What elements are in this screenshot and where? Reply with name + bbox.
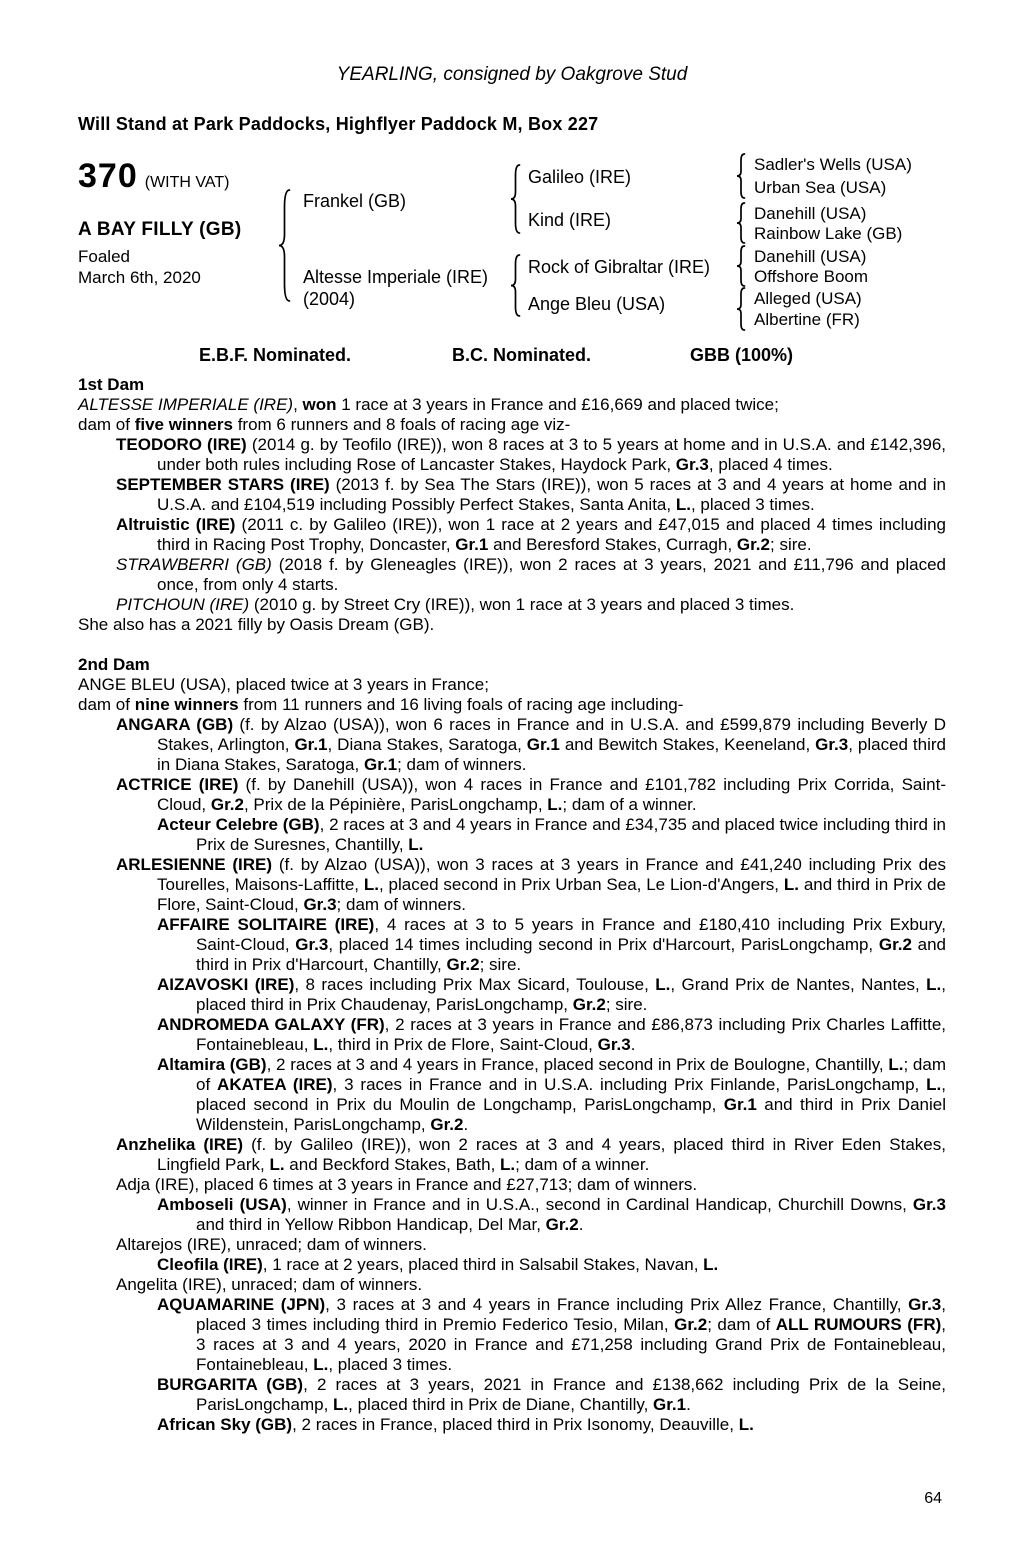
pedigree-paragraph: dam of nine winners from 11 runners and 16 living foals of racing age including- — [78, 695, 684, 714]
pedigree-paragraph: ANGE BLEU (USA), placed twice at 3 years in France; — [78, 675, 489, 694]
gbb-badge: GBB (100%) — [690, 345, 794, 365]
dam-name: Altesse Imperiale (IRE) — [303, 267, 489, 287]
pedigree-paragraph: ALTESSE IMPERIALE (IRE), won 1 race at 3 years in France and £16,669 and placed twice; — [78, 395, 779, 414]
pedigree-paragraph: ARLESIENNE (IRE) (f. by Alzao (USA)), won 3 races at 3 years in France and £41,240 including Prix des Tourelles, Maisons-Laffitte, L., placed second in Prix Urban Sea, Le Lion-d'Angers, L. and third in Prix de Flore, Saint-Cloud, Gr.3; dam of winners. — [116, 855, 946, 914]
pedigree-paragraph: AFFAIRE SOLITAIRE (IRE), 4 races at 3 to 5 years in France and £180,410 including Prix Exbury, Saint-Cloud, Gr.3, placed 14 times including second in Prix d'Harcourt, ParisLongchamp, Gr.2 and third in Prix d'Harcourt, Chantilly, Gr.2; sire. — [157, 915, 946, 974]
lot-number: 370 — [78, 157, 138, 195]
vat-note: (WITH VAT) — [144, 174, 230, 191]
section-heading: 2nd Dam — [78, 655, 150, 674]
pedigree-paragraph: SEPTEMBER STARS (IRE) (2013 f. by Sea The Stars (IRE)), won 5 races at 3 and 4 years at home and in U.S.A. and £104,519 including Possibly Perfect Stakes, Santa Anita, L., placed 3 times. — [116, 475, 946, 514]
pedigree-paragraph: She also has a 2021 filly by Oasis Dream (GB). — [78, 615, 435, 634]
pedigree-paragraph: PITCHOUN (IRE) (2010 g. by Street Cry (IRE)), won 1 race at 3 years and placed 3 times. — [116, 595, 795, 614]
pedigree-paragraph: BURGARITA (GB), 2 races at 3 years, 2021 in France and £138,662 including Prix de la Seine, ParisLongchamp, L., placed third in Prix de Diane, Chantilly, Gr.1. — [157, 1375, 946, 1414]
pedigree-brace — [510, 164, 521, 239]
pedigree-paragraph: STRAWBERRI (GB) (2018 f. by Gleneagles (IRE)), won 2 races at 3 years, 2021 and £11,796 and placed once, from only 4 starts. — [116, 555, 947, 594]
pedigree-brace — [510, 254, 521, 322]
great-grandparent-name: Urban Sea (USA) — [754, 178, 887, 197]
pedigree-paragraph: TEODORO (IRE) (2014 g. by Teofilo (IRE)), won 8 races at 3 to 5 years at home and in U.S.A. and £142,396, under both rules including Rose of Lancaster Stakes, Haydock Park, Gr.3, placed 4 times. — [116, 435, 946, 474]
pedigree-paragraph: African Sky (GB), 2 races in France, placed third in Prix Isonomy, Deauville, L. — [157, 1415, 754, 1434]
pedigree-paragraph: Acteur Celebre (GB), 2 races at 3 and 4 years in France and £34,735 and placed twice including third in Prix de Suresnes, Chantilly, L. — [157, 815, 946, 854]
pedigree-paragraph: Amboseli (USA), winner in France and in U.S.A., second in Cardinal Handicap, Churchill Downs, Gr.3 and third in Yellow Ribbon Handicap, Del Mar, Gr.2. — [157, 1195, 946, 1234]
pedigree-paragraph: Angelita (IRE), unraced; dam of winners. — [116, 1275, 423, 1294]
pedigree-sections — [78, 375, 946, 1435]
sire-sire-name: Galileo (IRE) — [528, 167, 632, 187]
great-grandparent-name: Offshore Boom — [754, 267, 869, 286]
pedigree-brace — [736, 153, 746, 204]
foaled-label: Foaled — [78, 247, 130, 266]
pedigree-paragraph: dam of five winners from 6 runners and 8 foals of racing age viz- — [78, 415, 571, 434]
dam-sire-name: Rock of Gibraltar (IRE) — [528, 257, 711, 277]
great-grandparent-name: Danehill (USA) — [754, 247, 867, 266]
pedigree-paragraph: AQUAMARINE (JPN), 3 races at 3 and 4 years in France including Prix Allez France, Chantilly, Gr.3, placed 3 times including third in Premio Federico Tesio, Milan, Gr.2; dam of ALL RUMOURS (FR), 3 races at 3 and 4 years, 2020 in France and £71,258 including Grand Prix de Fontainebleau, Fontainebleau, L., placed 3 times. — [157, 1295, 946, 1374]
bc-nomination: B.C. Nominated. — [452, 345, 592, 365]
pedigree-paragraph: AIZAVOSKI (IRE), 8 races including Prix Max Sicard, Toulouse, L., Grand Prix de Nantes, Nantes, L., placed third in Prix Chaudenay, ParisLongchamp, Gr.2; sire. — [157, 975, 947, 1014]
great-grandparent-name: Sadler's Wells (USA) — [754, 155, 912, 174]
pedigree-section — [78, 655, 946, 1435]
foaled-date: March 6th, 2020 — [78, 268, 201, 287]
pedigree-brace — [736, 202, 746, 249]
great-grandparent-name: Danehill (USA) — [754, 204, 867, 223]
pedigree-paragraph: Altruistic (IRE) (2011 c. by Galileo (IRE)), won 1 race at 2 years and £47,015 and placed 4 times including third in Racing Post Trophy, Doncaster, Gr.1 and Beresford Stakes, Curragh, Gr.2; sire. — [116, 515, 946, 554]
pedigree-paragraph: Adja (IRE), placed 6 times at 3 years in France and £27,713; dam of winners. — [116, 1175, 698, 1194]
pedigree-paragraph: Anzhelika (IRE) (f. by Galileo (IRE)), won 2 races at 3 and 4 years, placed third in River Eden Stakes, Lingfield Park, L. and Beckford Stakes, Bath, L.; dam of a winner. — [116, 1135, 946, 1174]
pedigree-tree — [78, 147, 946, 337]
horse-description: A BAY FILLY (GB) — [78, 219, 242, 240]
section-heading: 1st Dam — [78, 375, 145, 394]
ebf-nomination: E.B.F. Nominated. — [199, 345, 352, 365]
pedigree-brace — [736, 287, 746, 336]
pedigree-paragraph: ACTRICE (IRE) (f. by Danehill (USA)), won 4 races in France and £101,782 including Prix Corrida, Saint-Cloud, Gr.2, Prix de la Pépinière, ParisLongchamp, L.; dam of a winner. — [116, 775, 946, 814]
great-grandparent-name: Rainbow Lake (GB) — [754, 224, 903, 243]
pedigree-paragraph: ANDROMEDA GALAXY (FR), 2 races at 3 years in France and £86,873 including Prix Charles Laffitte, Fontainebleau, L., third in Prix de Flore, Saint-Cloud, Gr.3. — [157, 1015, 947, 1054]
stand-location: Will Stand at Park Paddocks, Highflyer Paddock M, Box 227 — [78, 114, 599, 134]
great-grandparent-name: Albertine (FR) — [754, 310, 860, 329]
pedigree-paragraph: Cleofila (IRE), 1 race at 2 years, placed third in Salsabil Stakes, Navan, L. — [157, 1255, 719, 1274]
dam-dam-name: Ange Bleu (USA) — [528, 294, 666, 314]
pedigree-paragraph: Altamira (GB), 2 races at 3 and 4 years in France, placed second in Prix de Boulogne, Chantilly, L.; dam of AKATEA (IRE), 3 races in France and in U.S.A. including Prix Finlande, ParisLongchamp, L., placed second in Prix du Moulin de Longchamp, ParisLongchamp, Gr.1 and third in Prix Daniel Wildenstein, ParisLongchamp, Gr.2. — [157, 1055, 946, 1134]
great-grandparent-name: Alleged (USA) — [754, 289, 862, 308]
pedigree-section — [78, 375, 946, 635]
pedigree-paragraph: ANGARA (GB) (f. by Alzao (USA)), won 6 races in France and in U.S.A. and £599,879 including Beverly D Stakes, Arlington, Gr.1, Diana Stakes, Saratoga, Gr.1 and Bewitch Stakes, Keeneland, Gr.3, placed third in Diana Stakes, Saratoga, Gr.1; dam of winners. — [116, 715, 946, 774]
dam-year: (2004) — [303, 289, 356, 309]
page-title: YEARLING, consigned by Oakgrove Stud — [336, 64, 688, 85]
pedigree-paragraph: Altarejos (IRE), unraced; dam of winners. — [116, 1235, 427, 1254]
pedigree-brace — [736, 245, 746, 292]
nominations-row — [78, 345, 946, 367]
lot-row — [78, 157, 229, 196]
sire-dam-name: Kind (IRE) — [528, 210, 612, 230]
pedigree-brace — [278, 189, 291, 307]
sire-name: Frankel (GB) — [303, 191, 407, 211]
page-number: 64 — [924, 1490, 942, 1507]
